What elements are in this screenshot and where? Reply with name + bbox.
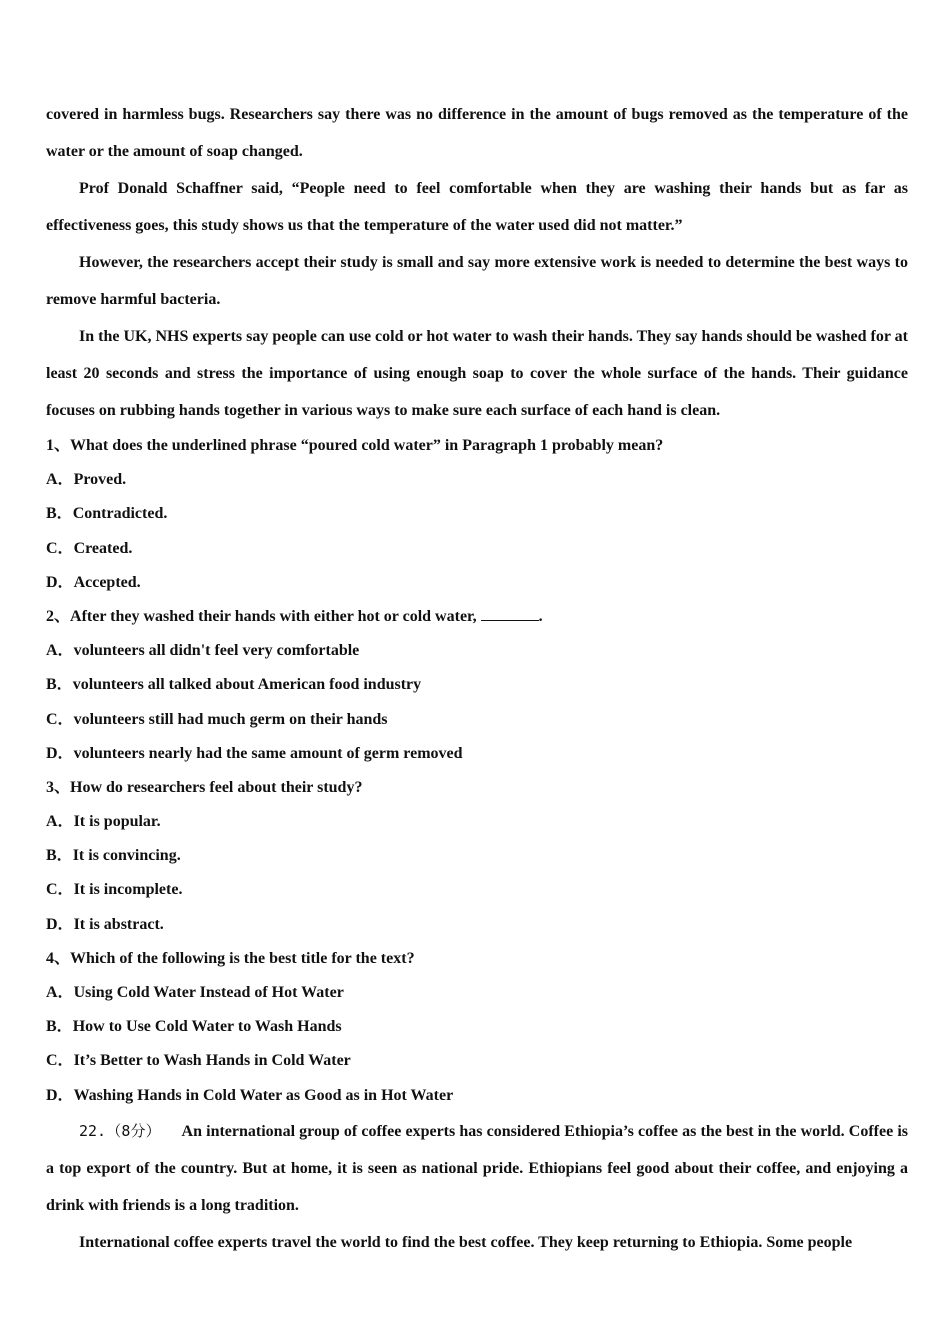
document-page [46,96,908,1261]
option-d[interactable] [46,908,908,942]
question-3 [46,771,908,942]
option-b[interactable] [46,668,908,702]
option-text: volunteers still had much germ on their hands [73,710,388,728]
question-text-end: . [538,607,543,625]
option-letter: B． [46,505,73,523]
question-text: How do researchers feel about their study? [70,778,363,796]
option-letter: D． [46,915,74,933]
option-text: Proved. [73,471,127,489]
option-letter: C． [46,1052,74,1070]
option-letter: B． [46,676,73,694]
option-d[interactable] [46,737,908,771]
option-d[interactable] [46,566,908,600]
option-c[interactable] [46,703,908,737]
option-letter: C． [46,710,74,728]
option-letter: A． [46,813,74,831]
option-b[interactable] [46,1010,908,1044]
question-1 [46,429,908,600]
passage-paragraph-3: However, the researchers accept their study is small and say more extensive work is needed to determine the best ways to remove harmful bacteria. [46,254,908,308]
question-text: Which of the following is the best title for the text? [70,949,415,967]
option-text: It is incomplete. [73,881,183,899]
question-number: 3、 [46,778,71,796]
question-2 [46,600,908,771]
option-letter: D． [46,1086,74,1104]
passage-paragraph-2: Prof Donald Schaffner said, “People need to feel comfortable when they are washing their hands but as far as effectiveness goes, this study shows us that the temperature of the water used did not matter.” [46,180,908,234]
option-text: It is abstract. [73,915,164,933]
question-text: What does the underlined phrase “poured cold water” in Paragraph 1 probably mean? [70,437,664,454]
question-number: 1、 [46,437,71,454]
option-b[interactable] [46,839,908,873]
section-22-text: An international group of coffee experts has considered Ethiopia’s coffee as the best in the world. Coffee is a top export of the country. But at home, it is seen as national pride. Ethiopians feel good about their coffee, and enjoying a drink with friends is a long tradition. [46,1122,908,1214]
option-letter: A． [46,984,74,1001]
question-stem [46,600,908,634]
option-d[interactable] [46,1079,908,1113]
question-stem [46,429,908,463]
option-text: volunteers nearly had the same amount of germ removed [73,744,463,762]
option-letter: D． [46,744,74,762]
section-22-paragraph-1 [46,1113,908,1224]
option-a[interactable] [46,463,908,497]
passage-paragraph-4: In the UK, NHS experts say people can use cold or hot water to wash their hands. They say hands should be washed for at least 20 seconds and stress the importance of using enough soap to cover the whole surface of the hands. Their guidance focuses on rubbing hands together in various ways to make sure each surface of each hand is clean. [46,328,908,419]
option-letter: B． [46,847,73,865]
option-letter: D． [46,573,74,591]
option-letter: A． [46,642,74,660]
question-text: After they washed their hands with either hot or cold water, [70,607,481,625]
option-c[interactable] [46,1044,908,1078]
option-a[interactable] [46,805,908,839]
option-letter: C． [46,881,74,899]
option-c[interactable] [46,873,908,907]
option-letter: B． [46,1018,73,1036]
option-text: It’s Better to Wash Hands in Cold Water [73,1052,351,1070]
section-22-marker: 22.（8分） [79,1121,161,1140]
option-text: Contradicted. [72,505,168,523]
option-text: Using Cold Water Instead of Hot Water [73,984,344,1001]
question-stem [46,942,908,976]
passage-paragraph-1: covered in harmless bugs. Researchers say there was no difference in the amount of bugs removed as the temperature of the water or the amount of soap changed. [46,106,908,160]
option-text: Washing Hands in Cold Water as Good as in Hot Water [73,1086,454,1104]
option-text: How to Use Cold Water to Wash Hands [72,1018,342,1036]
option-a[interactable] [46,976,908,1010]
option-text: It is convincing. [72,847,181,865]
option-text: volunteers all didn't feel very comfortable [73,642,360,660]
question-4 [46,942,908,1113]
answer-blank [481,606,539,621]
option-b[interactable] [46,497,908,531]
option-c[interactable] [46,532,908,566]
question-number: 2、 [46,607,71,625]
option-text: Accepted. [73,573,141,591]
option-letter: C． [46,539,74,557]
option-text: volunteers all talked about American food industry [72,676,422,694]
option-letter: A． [46,471,74,489]
option-text: Created. [73,539,133,557]
option-text: It is popular. [73,813,161,831]
option-a[interactable] [46,634,908,668]
section-22-paragraph-2: International coffee experts travel the world to find the best coffee. They keep returning to Ethiopia. Some people [79,1233,853,1251]
question-stem [46,771,908,805]
question-number: 4、 [46,949,71,967]
